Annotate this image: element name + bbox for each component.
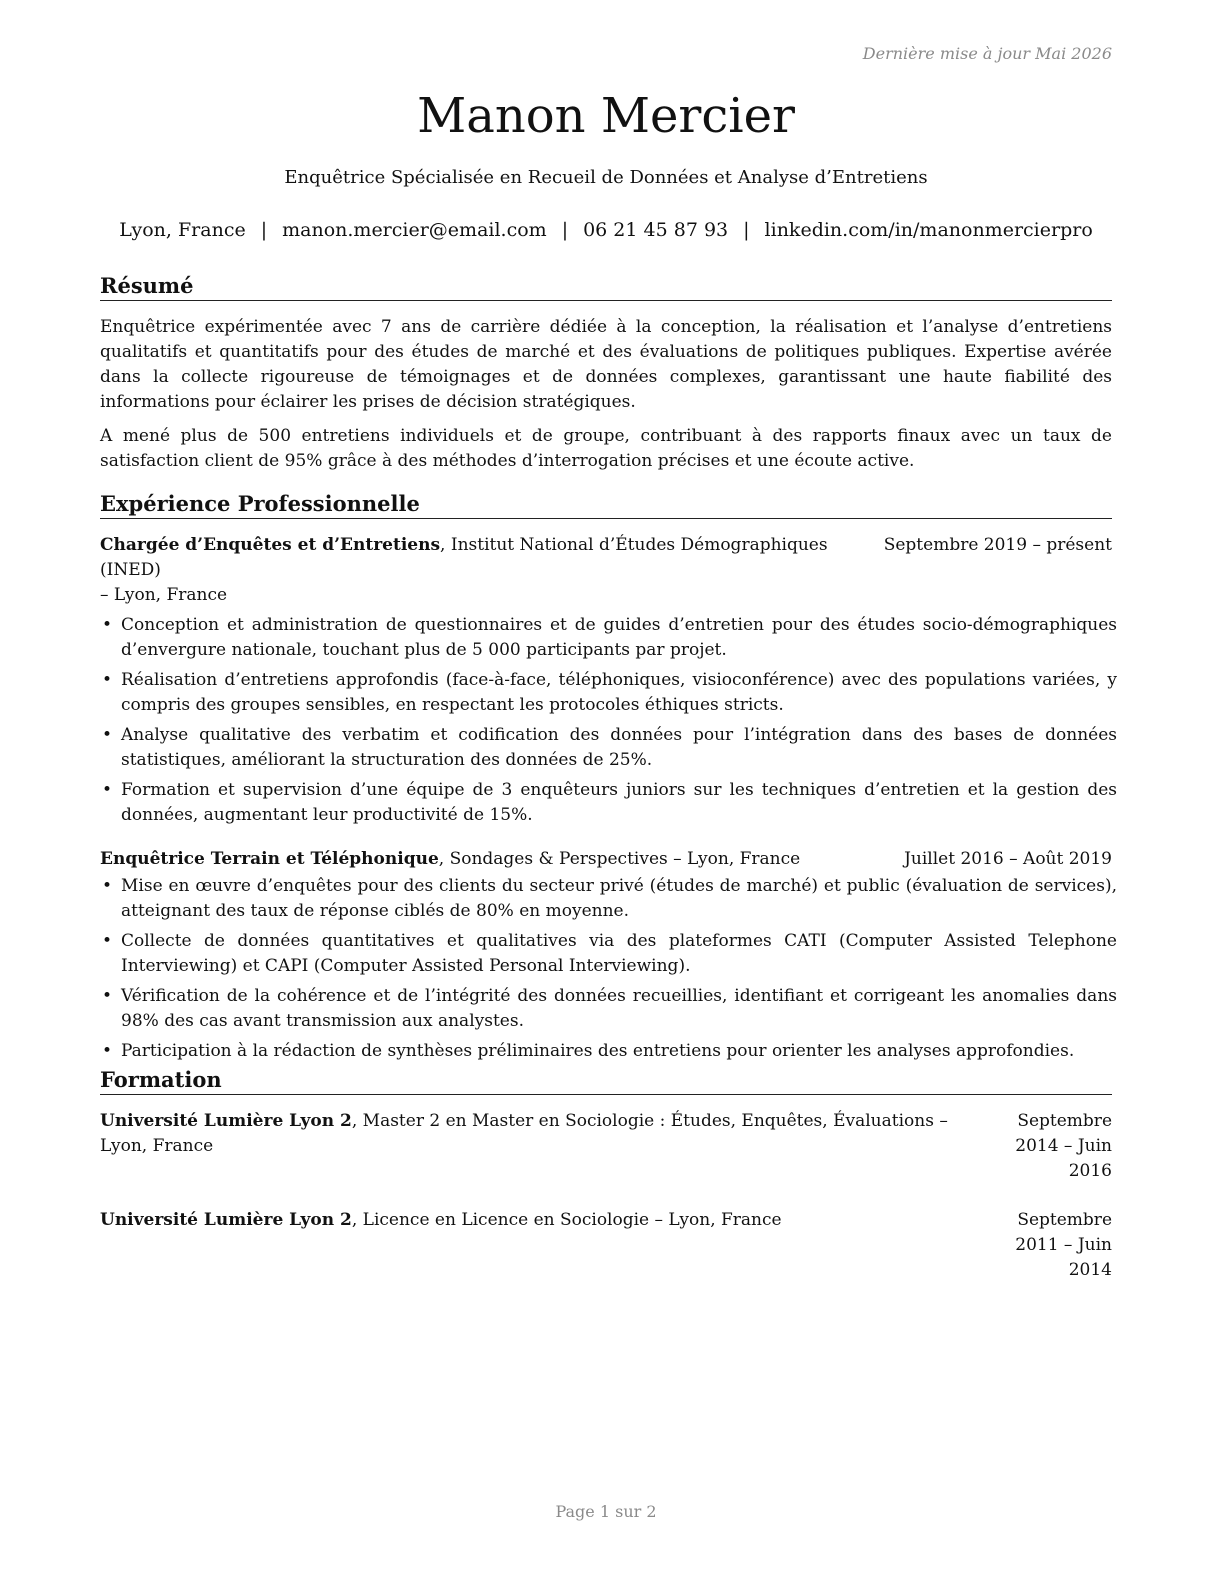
- education-section: [100, 1066, 1112, 1283]
- contact-email[interactable]: manon.mercier@email.com: [282, 219, 547, 241]
- job-bullet: • Participation à la rédaction de synthèses préliminaires des entretiens pour orienter les analyses approfondies.: [100, 1039, 1117, 1064]
- contact-separator: |: [561, 219, 569, 241]
- job-header: [100, 533, 1112, 583]
- job-bullet: • Réalisation d’entretiens approfondis (face-à-face, téléphoniques, visioconférence) avec des populations variées, y compris des groupes sensibles, en respectant les protocoles éthiques stricts.: [100, 668, 1117, 718]
- job-entry: [100, 847, 1117, 1064]
- candidate-subtitle: Enquêtrice Spécialisée en Recueil de Données et Analyse d’Entretiens: [284, 167, 928, 188]
- job-dates: Juillet 2016 – Août 2019: [904, 849, 1112, 869]
- summary-paragraph-1: Enquêtrice expérimentée avec 7 ans de carrière dédiée à la conception, la réalisation et l’analyse d’entretiens qualitatifs et quantitatifs pour des études de marché et des évaluations de politiques publiques. Expertise avérée dans la collecte rigoureuse de témoignages et de données complexes, garantissant une haute fiabilité des informations pour éclairer les prises de décision stratégiques.: [100, 317, 1112, 412]
- job-bullet: • Formation et supervision d’une équipe de 3 enquêteurs juniors sur les techniques d’entretien et la gestion des données, augmentant leur productivité de 15%.: [100, 778, 1117, 828]
- contact-phone: 06 21 45 87 93: [583, 219, 729, 241]
- job-bullet: • Collecte de données quantitatives et qualitatives via des plateformes CATI (Computer Assisted Telephone Interviewing) et CAPI (Computer Assisted Personal Interviewing).: [100, 929, 1117, 979]
- education-detail: , Master 2 en Master en Sociologie : Études, Enquêtes, Évaluations – Lyon, France: [100, 1111, 948, 1156]
- contact-linkedin[interactable]: linkedin.com/in/manonmercierpro: [764, 219, 1093, 241]
- education-dates: Septembre 2011 – Juin 2014: [1015, 1210, 1112, 1280]
- education-school: Université Lumière Lyon 2: [100, 1111, 352, 1131]
- last-updated: Dernière mise à jour Mai 2026: [862, 44, 1112, 63]
- summary-paragraph-2: A mené plus de 500 entretiens individuels et de groupe, contribuant à des rapports finaux avec un taux de satisfaction client de 95% grâce à des méthodes d’interrogation précises et une écoute active.: [100, 426, 1112, 471]
- job-org: , Institut National d’Études Démographiques (INED): [100, 535, 828, 580]
- education-detail: , Licence en Licence en Sociologie – Lyon, France: [351, 1210, 782, 1230]
- job-dates: Septembre 2019 – présent: [883, 535, 1112, 555]
- job-header: [100, 847, 1112, 872]
- contact-separator: |: [743, 219, 750, 241]
- experience-heading: Expérience Professionnelle: [100, 490, 1112, 519]
- job-bullet: • Vérification de la cohérence et de l’intégrité des données recueillies, identifiant et corrigeant les anomalies dans 98% des cas avant transmission aux analystes.: [100, 984, 1117, 1034]
- job-bullet: • Analyse qualitative des verbatim et codification des données pour l’intégration dans des bases de données statistiques, améliorant la structuration des données de 25%.: [100, 723, 1117, 773]
- candidate-name: Manon Mercier: [417, 88, 795, 144]
- job-bullet: • Conception et administration de questionnaires et de guides d’entretien pour des études socio-démographiques d’envergure nationale, touchant plus de 5 000 participants par projet.: [100, 613, 1117, 663]
- resume-page: [100, 0, 1117, 1584]
- education-school: Université Lumière Lyon 2: [100, 1210, 352, 1230]
- job-entry: [100, 533, 1117, 828]
- job-bullets: [100, 613, 1117, 828]
- experience-section: [100, 490, 1117, 1069]
- job-role: Enquêtrice Terrain et Téléphonique: [100, 849, 439, 869]
- summary-section: [100, 272, 1112, 474]
- page-number: Page 1 sur 2: [555, 1502, 657, 1521]
- job-role: Chargée d’Enquêtes et d’Entretiens: [100, 535, 441, 555]
- contact-separator: |: [260, 219, 268, 241]
- education-dates: Septembre 2014 – Juin 2016: [1015, 1111, 1112, 1181]
- contact-location: Lyon, France: [119, 219, 246, 241]
- education-heading: Formation: [100, 1066, 1112, 1095]
- education-entry: [100, 1109, 1112, 1184]
- job-location: – Lyon, France: [100, 585, 228, 605]
- contact-line: [100, 219, 1112, 241]
- education-entry: [100, 1208, 1112, 1283]
- summary-heading: Résumé: [100, 272, 1112, 301]
- job-bullet: • Mise en œuvre d’enquêtes pour des clients du secteur privé (études de marché) et public (évaluation de services), atteignant des taux de réponse ciblés de 80% en moyenne.: [100, 874, 1117, 924]
- job-bullets: [100, 874, 1117, 1064]
- job-org: , Sondages & Perspectives – Lyon, France: [438, 849, 801, 869]
